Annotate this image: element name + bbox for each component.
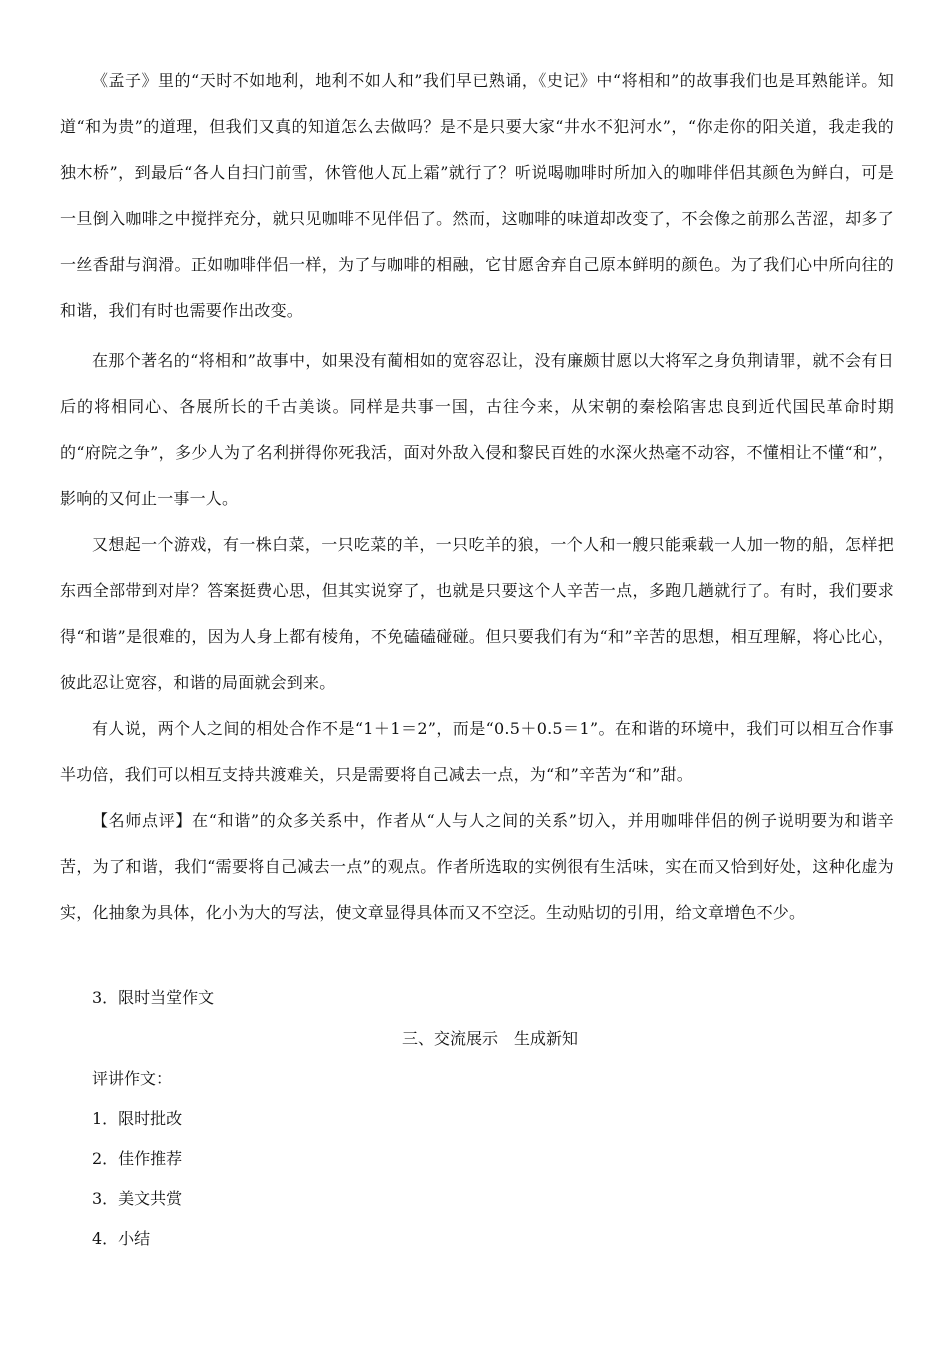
essay-paragraph-3: 又想起一个游戏，有一株白菜，一只吃菜的羊，一只吃羊的狼，一个人和一艘只能乘载一人加一物的船，怎样把东西全部带到对岸？答案挺费心思，但其实说穿了，也就是只要这个人辛苦一点，多跑几趟就行了。有时，我们要求得“和谐”是很难的，因为人身上都有棱角，不免磕磕碰碰。但只要我们有为“和”辛苦的思想，相互理解，将心比心，彼此忍让宽容，和谐的局面就会到来。 — [60, 535, 894, 692]
review-label: 评讲作文： — [92, 1069, 173, 1088]
essay-paragraph-2: 在那个著名的“将相和”故事中，如果没有蔺相如的宽容忍让，没有廉颇甘愿以大将军之身负荆请罪，就不会有日后的将相同心、各展所长的千古美谈。同样是共事一国，古往今来，从宋朝的秦桧陷害忠良到近代国民革命时期的“府院之争”，多少人为了名利拼得你死我活，面对外敌入侵和黎民百姓的水深火热毫不动容，不懂相让不懂“和”，影响的又何止一事一人。 — [60, 351, 894, 508]
review-item-3: 3．美文共赏 — [92, 1189, 183, 1208]
essay-paragraph-1: 《孟子》里的“天时不如地利，地利不如人和”我们早已熟诵，《史记》中“将相和”的故事我们也是耳熟能详。知道“和为贵”的道理，但我们又真的知道怎么去做吗？是不是只要大家“井水不犯河水”，“你走你的阳关道，我走我的独木桥”，到最后“各人自扫门前雪，休管他人瓦上霜”就行了？听说喝咖啡时所加入的咖啡伴侣其颜色为鲜白，可是一旦倒入咖啡之中搅拌充分，就只见咖啡不见伴侣了。然而，这咖啡的味道却改变了，不会像之前那么苦涩，却多了一丝香甜与润滑。正如咖啡伴侣一样，为了与咖啡的相融，它甘愿舍弃自己原本鲜明的颜色。为了我们心中所向往的和谐，我们有时也需要作出改变。 — [60, 71, 894, 320]
essay-paragraph-4: 有人说，两个人之间的相处合作不是“1＋1＝2”，而是“0.5＋0.5＝1”。在和谐的环境中，我们可以相互合作事半功倍，我们可以相互支持共渡难关，只是需要将自己减去一点，为“和”辛苦为“和”甜。 — [60, 719, 894, 784]
review-item-2: 2．佳作推荐 — [92, 1149, 183, 1168]
teacher-comment-paragraph: 【名师点评】在“和谐”的众多关系中，作者从“人与人之间的关系”切入，并用咖啡伴侣的例子说明要为和谐辛苦，为了和谐，我们“需要将自己减去一点”的观点。作者所选取的实例很有生活味，实在而又恰到好处，这种化虚为实，化抽象为具体，化小为大的写法，使文章显得具体而又不空泛。生动贴切的引用，给文章增色不少。 — [60, 811, 894, 922]
review-item-1: 1．限时批改 — [92, 1109, 183, 1128]
section-heading: 三、交流展示 生成新知 — [401, 1029, 578, 1048]
review-item-4: 4．小结 — [92, 1229, 151, 1248]
list-item-timed-writing: 3．限时当堂作文 — [92, 988, 215, 1007]
